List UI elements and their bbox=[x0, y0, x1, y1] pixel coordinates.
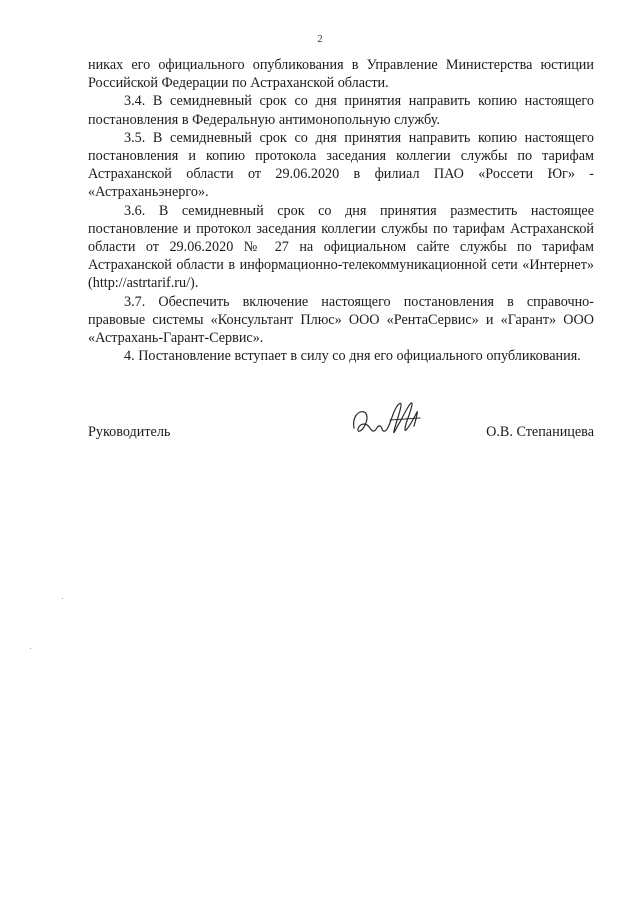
document-body bbox=[88, 56, 594, 365]
handwritten-signature-icon bbox=[350, 398, 430, 448]
page-number: 2 bbox=[317, 33, 323, 45]
paragraph-3-4: 3.4. В семидневный срок со дня принятия направить копию настоящего постановления в Федеральную антимонопольную службу. bbox=[88, 93, 594, 128]
scan-speck bbox=[30, 648, 31, 649]
signatory-role: Руководитель bbox=[88, 424, 171, 440]
signatory-name: О.В. Степаницева bbox=[486, 424, 594, 440]
paragraph-4: 4. Постановление вступает в силу со дня его официального опубликования. bbox=[124, 348, 581, 365]
paragraph-3-7: 3.7. Обеспечить включение настоящего постановления в справочно-правовые системы «Консультант Плюс» ООО «РентаСервис» и «Гарант» ООО «Астрахань-Гарант-Сервис». bbox=[88, 293, 594, 347]
signature-block bbox=[88, 398, 594, 458]
paragraph-3-5: 3.5. В семидневный срок со дня принятия направить копию настоящего постановления и копию протокола заседания коллегии службы по тарифам Астраханской области от 29.06.2020 в филиал ПАО «Россети Юг» - «Астраханьэнерго». bbox=[88, 129, 594, 201]
paragraph-3-6: 3.6. В семидневный срок со дня принятия разместить настоящее постановление и протокол заседания коллегии службы по тарифам Астраханской области от 29.06.2020 № 27 на официальном сайте службы по тарифам Астраханской области в информационно-телекоммуникационной сети «Интернет» (http://astrtarif.ru/). bbox=[88, 202, 594, 292]
paragraph-continuation: никах его официального опубликования в Управление Министерства юстиции Российской Федерации по Астраханской области. bbox=[88, 57, 594, 92]
scan-speck bbox=[62, 598, 63, 599]
